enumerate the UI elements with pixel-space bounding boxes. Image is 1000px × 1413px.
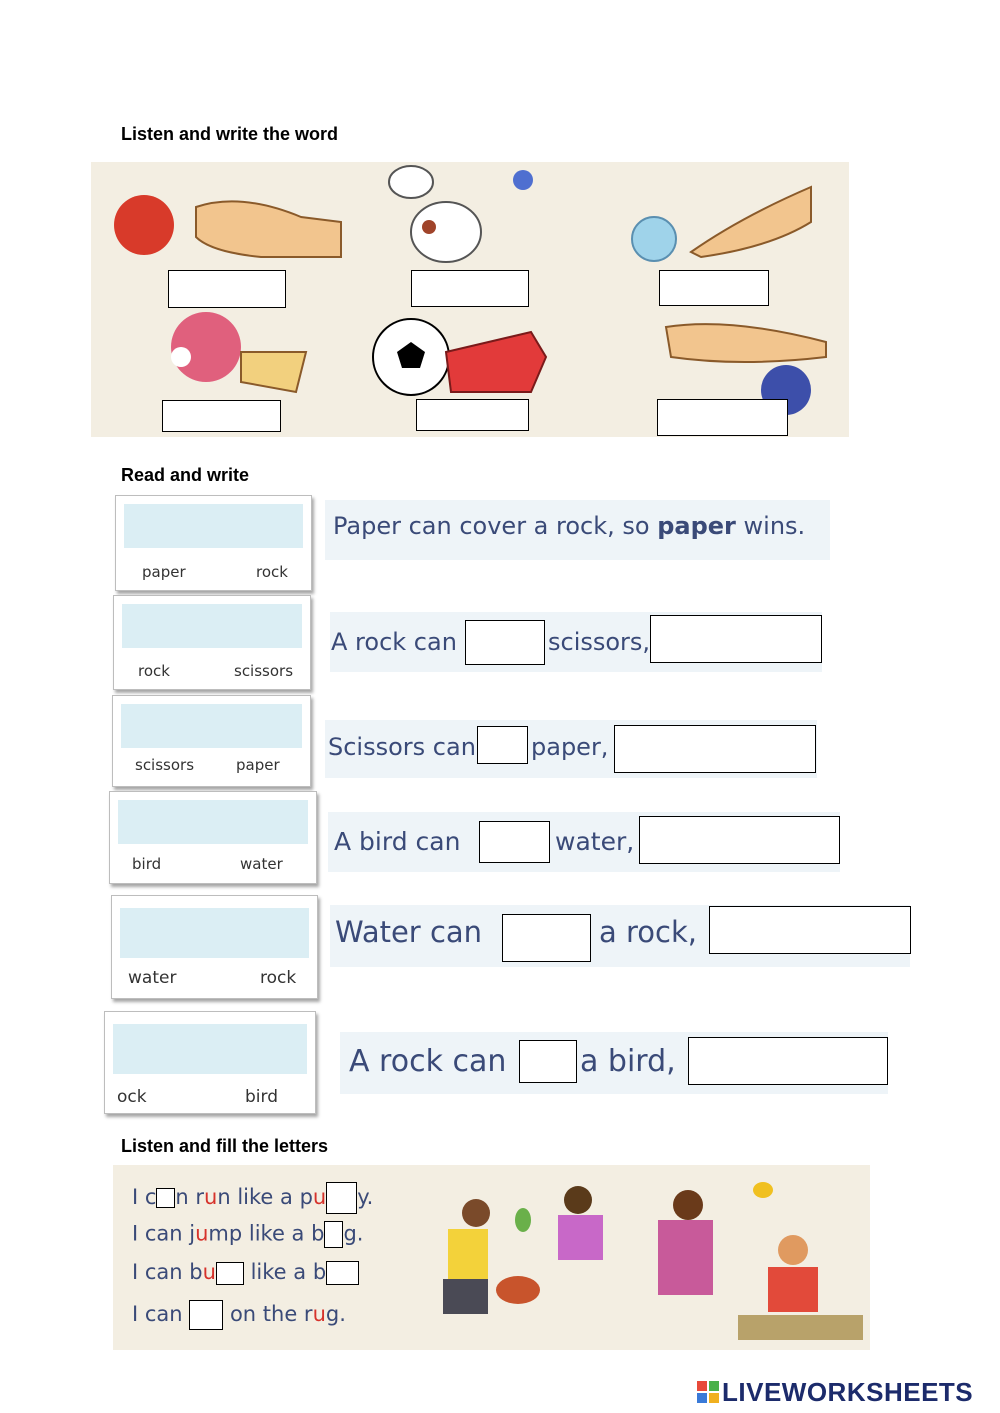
card-water-rock <box>111 895 318 999</box>
winner-blank-1[interactable] <box>650 615 822 663</box>
line-text: g. <box>343 1221 364 1246</box>
word-blank-3[interactable] <box>659 270 769 306</box>
blue-ball-icon <box>513 170 533 190</box>
winner-blank-3[interactable] <box>639 816 840 864</box>
sentence-2-part-a: Scissors can <box>328 733 476 761</box>
liveworksheets-logo <box>697 1377 973 1408</box>
card-label-right: bird <box>245 1087 278 1107</box>
verb-blank-1[interactable] <box>465 620 545 665</box>
example-sentence <box>333 512 805 540</box>
card-label-right: scissors <box>234 662 294 680</box>
sentence-5-part-b: a bird, <box>580 1044 676 1079</box>
word-blank-6[interactable] <box>657 399 788 436</box>
phonics-line-3 <box>132 1260 359 1285</box>
section-heading-fill-letters: Listen and fill the letters <box>121 1136 329 1156</box>
example-text: Paper can cover a rock, so <box>333 512 658 540</box>
line-text: y. <box>357 1185 374 1209</box>
card-bird-water <box>109 791 317 884</box>
card-paper-rock <box>115 495 312 591</box>
puppy-icon <box>496 1276 540 1304</box>
light-blue-ball-icon <box>632 217 676 261</box>
bug-icon <box>753 1182 773 1198</box>
frog-icon <box>515 1208 531 1232</box>
line-text: on the r <box>223 1302 313 1326</box>
sentence-1-part-b: scissors, <box>548 628 651 656</box>
highlight-letter: u <box>312 1302 326 1326</box>
letter-blank[interactable] <box>189 1300 223 1330</box>
girl-icon <box>564 1186 592 1214</box>
rug-icon <box>738 1315 863 1340</box>
card-rock-scissors <box>113 595 311 690</box>
girl-2-icon <box>673 1190 703 1220</box>
section-heading-listen-write: Listen and write the word <box>121 124 339 144</box>
line-text: I can <box>132 1302 190 1326</box>
logo-text-suffix: WORKSHEETS <box>781 1377 974 1407</box>
highlight-letter: u <box>204 1185 218 1209</box>
letter-blank[interactable] <box>324 1221 343 1248</box>
line-text: mp like a b <box>208 1221 325 1246</box>
card-rock-bird <box>104 1011 316 1114</box>
card-label-left: water <box>128 968 177 988</box>
card-scissors-paper <box>112 695 311 787</box>
boy-icon <box>462 1199 490 1227</box>
verb-blank-3[interactable] <box>479 821 550 863</box>
sentence-3-part-a: A bird can <box>334 827 461 856</box>
logo-text-prefix: LIVE <box>722 1377 782 1407</box>
card-label-left: ock <box>117 1087 147 1107</box>
paddle-icon <box>171 312 241 382</box>
flat-hand-icon <box>666 324 826 362</box>
sentence-1-part-a: A rock can <box>331 628 457 656</box>
card-image <box>118 800 308 844</box>
verb-blank-5[interactable] <box>519 1040 577 1083</box>
line-text: I can j <box>132 1221 196 1246</box>
example-bold-word: paper <box>657 512 736 540</box>
word-blank-4[interactable] <box>162 400 281 432</box>
letter-blank[interactable] <box>326 1261 359 1285</box>
card-image <box>121 704 302 748</box>
sentence-3-part-b: water, <box>555 827 635 856</box>
verb-blank-4[interactable] <box>502 914 591 962</box>
sentence-4-part-a: Water can <box>335 915 483 949</box>
winner-blank-4[interactable] <box>709 906 911 954</box>
letter-blank[interactable] <box>216 1262 244 1285</box>
card-image <box>124 504 303 548</box>
winner-blank-5[interactable] <box>688 1037 888 1085</box>
line-text: I can b <box>132 1260 203 1284</box>
highlight-letter: u <box>195 1221 209 1246</box>
sentence-4-part-b: a rock, <box>599 915 697 949</box>
phonics-line-2 <box>132 1221 363 1248</box>
card-label-left: rock <box>138 662 170 680</box>
verb-blank-2[interactable] <box>477 726 528 764</box>
card-label-right: rock <box>256 563 288 581</box>
shoe-icon <box>446 332 546 392</box>
card-label-right: paper <box>236 756 280 774</box>
card-label-left: bird <box>132 855 162 873</box>
red-ball-icon <box>114 195 174 255</box>
line-text: n like a p <box>217 1185 313 1209</box>
dog-icon <box>411 202 481 262</box>
highlight-letter: u <box>202 1260 216 1284</box>
line-text: g. <box>325 1302 346 1326</box>
sentence-2-part-b: paper, <box>531 733 609 761</box>
letter-blank[interactable] <box>156 1188 175 1208</box>
card-label-left: paper <box>142 563 186 581</box>
card-label-right: rock <box>260 968 297 988</box>
phonics-line-1 <box>132 1182 373 1214</box>
line-text: I c <box>132 1185 157 1209</box>
phonics-line-4 <box>132 1300 346 1330</box>
letter-blank[interactable] <box>326 1182 357 1214</box>
section-heading-read-write: Read and write <box>121 465 250 485</box>
logo-mark-icon <box>697 1379 719 1401</box>
card-image <box>120 908 309 958</box>
boy-2-icon <box>778 1235 808 1265</box>
word-blank-1[interactable] <box>168 270 286 308</box>
example-text-end: wins. <box>735 512 806 540</box>
card-label-right: water <box>240 855 283 873</box>
sentence-5-part-a: A rock can <box>349 1044 507 1079</box>
card-image <box>113 1024 307 1074</box>
open-hand-icon <box>691 187 811 257</box>
word-blank-5[interactable] <box>416 399 529 431</box>
word-blank-2[interactable] <box>411 270 529 307</box>
highlight-letter: u <box>312 1185 327 1209</box>
winner-blank-2[interactable] <box>614 725 816 773</box>
card-image <box>122 604 302 648</box>
line-text: like a b <box>243 1260 327 1284</box>
line-text: n r <box>175 1185 205 1209</box>
card-label-left: scissors <box>135 756 195 774</box>
hand-icon <box>196 201 341 257</box>
